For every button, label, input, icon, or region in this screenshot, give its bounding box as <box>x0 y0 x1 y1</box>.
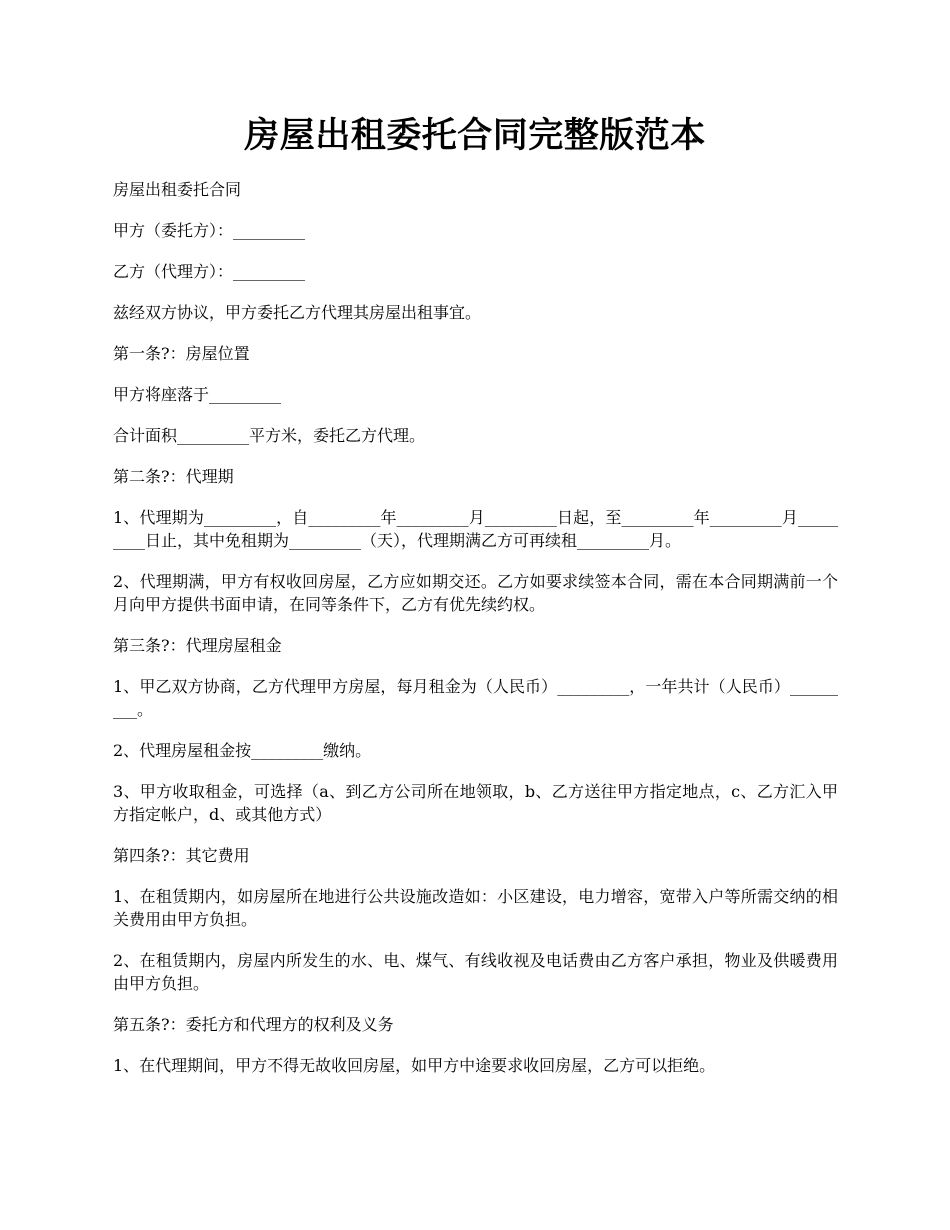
section-heading: 第三条?：代理房屋租金 <box>113 636 282 655</box>
paragraph: 合计面积_________平方米，委托乙方代理。 <box>113 426 426 445</box>
paragraph: 1、在代理期间，甲方不得无故收回房屋，如甲方中途要求收回房屋，乙方可以拒绝。 <box>113 1056 716 1075</box>
section-heading: 第四条?：其它费用 <box>113 846 250 865</box>
paragraph: 2、代理房屋租金按_________缴纳。 <box>113 741 372 760</box>
paragraph: 1、在租赁期内，如房屋所在地进行公共设施改造如：小区建设，电力增容，宽带入户等所需交纳的相关费用由甲方负担。 <box>113 887 838 929</box>
paragraph: 2、在租赁期内，房屋内所发生的水、电、煤气、有线收视及电话费由乙方客户承担，物业及供暖费用由甲方负担。 <box>113 951 838 993</box>
section-heading: 第五条?：委托方和代理方的权利及义务 <box>113 1015 394 1034</box>
section-heading: 第二条?：代理期 <box>113 467 234 486</box>
paragraph: 1、甲乙双方协商，乙方代理甲方房屋，每月租金为（人民币）_________，一年共计（人民币）_________。 <box>113 677 838 719</box>
paragraph: 3、甲方收取租金，可选择（a、到乙方公司所在地领取，b、乙方送往甲方指定地点，c、乙方汇入甲方指定帐户，d、或其他方式） <box>113 782 838 824</box>
document-title: 房屋出租委托合同完整版范本 <box>244 115 706 156</box>
paragraph: 1、代理期为_________，自_________年_________月_________日起，至_________年_________月_________日止，其中免租期为_________（天），代理期满乙方可再续租_________月。 <box>113 508 838 550</box>
paragraph: 房屋出租委托合同 <box>113 180 242 199</box>
section-heading: 第一条?：房屋位置 <box>113 344 250 363</box>
paragraph: 兹经双方协议，甲方委托乙方代理其房屋出租事宜。 <box>113 303 482 322</box>
paragraph: 2、代理期满，甲方有权收回房屋，乙方应如期交还。乙方如要求续签本合同，需在本合同期满前一个月向甲方提供书面申请，在同等条件下，乙方有优先续约权。 <box>113 572 838 614</box>
paragraph: 甲方（委托方）：_________ <box>113 221 306 240</box>
paragraph: 乙方（代理方）：_________ <box>113 262 306 281</box>
paragraph: 甲方将座落于_________ <box>113 385 282 404</box>
document-body <box>113 178 838 1095</box>
